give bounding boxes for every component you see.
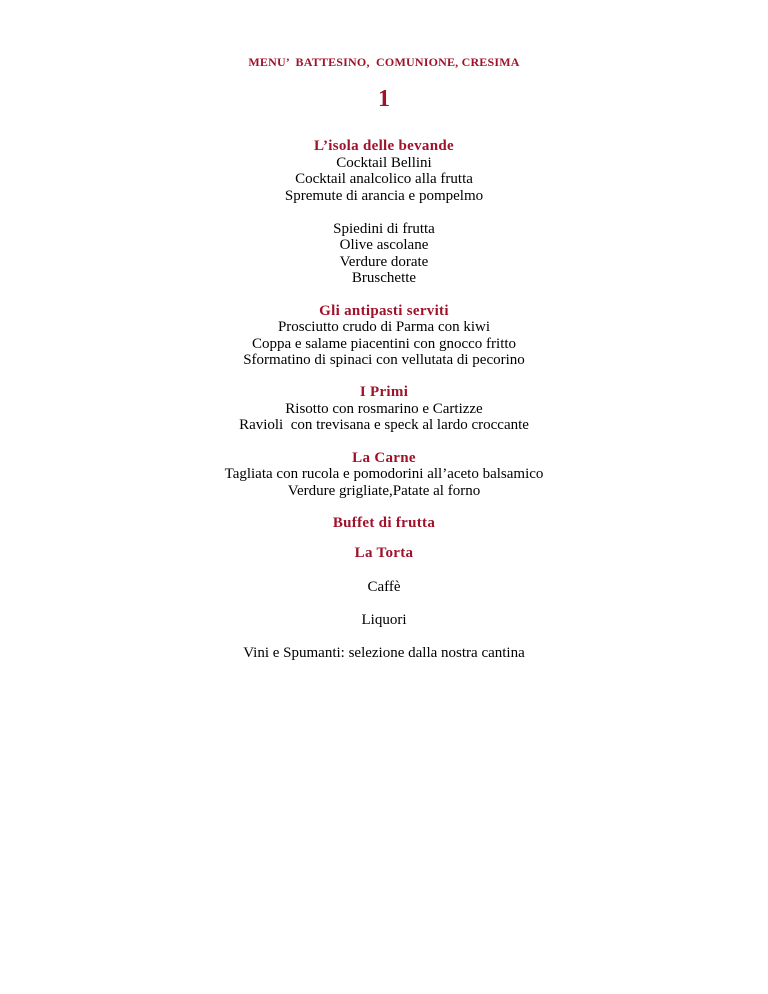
menu-item-vini: Vini e Spumanti: selezione dalla nostra cantina [243, 645, 525, 661]
menu-item: Bruschette [351, 270, 417, 286]
section-title-bevande: L’isola delle bevande [314, 138, 454, 154]
menu-item: Prosciutto crudo di Parma con kiwi [277, 319, 491, 335]
menu-item: Olive ascolane [339, 237, 429, 253]
menu-header: MENU’ BATTESINO, COMUNIONE, CRESIMA [248, 55, 520, 69]
section-title-antipasti: Gli antipasti serviti [319, 303, 449, 319]
menu-item: Coppa e salame piacentini con gnocco fritto [251, 336, 517, 352]
menu-item: Spiedini di frutta [333, 221, 435, 237]
menu-item-caffe: Caffè [367, 579, 401, 595]
menu-item: Tagliata con rucola e pomodorini all’aceto balsamico [224, 466, 544, 482]
menu-item: Verdure dorate [339, 254, 429, 270]
menu-number: 1 [378, 86, 390, 112]
menu-item: Verdure grigliate,Patate al forno [287, 483, 481, 499]
menu-item: Sformatino di spinaci con vellutata di pecorino [243, 352, 525, 368]
section-title-carne: La Carne [352, 450, 416, 466]
menu-item: Cocktail Bellini [336, 155, 432, 171]
menu-item: Cocktail analcolico alla frutta [295, 171, 473, 187]
section-title-buffet: Buffet di frutta [332, 515, 436, 531]
menu-item: Risotto con rosmarino e Cartizze [285, 401, 483, 417]
menu-item: Ravioli con trevisana e speck al lardo croccante [239, 417, 529, 433]
menu-item: Spremute di arancia e pompelmo [284, 188, 484, 204]
section-title-primi: I Primi [359, 384, 409, 400]
menu-item-liquori: Liquori [361, 612, 407, 628]
section-title-torta: La Torta [354, 545, 414, 561]
